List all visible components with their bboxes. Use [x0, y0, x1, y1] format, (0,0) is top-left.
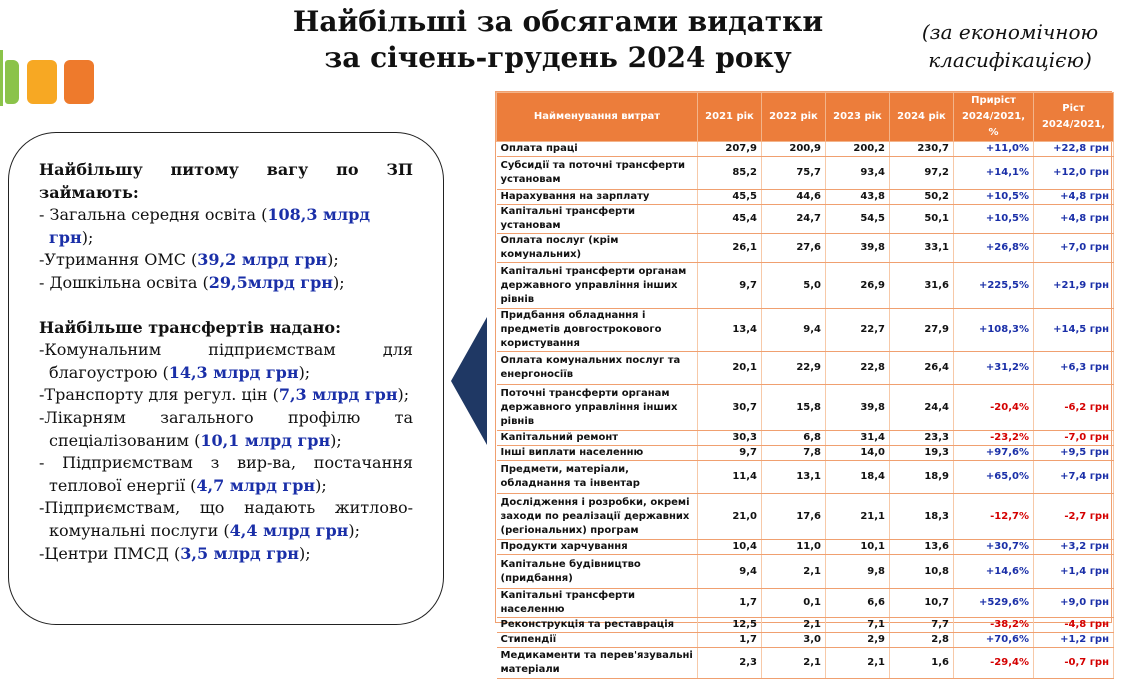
list-item	[39, 204, 413, 249]
list-item	[39, 272, 413, 295]
cell-2021: 9,4	[698, 555, 762, 589]
expenses-table-container	[495, 91, 1112, 675]
cell-2021: 2,3	[698, 648, 762, 679]
list-item-value: 4,7 млрд грн	[196, 475, 316, 495]
cell-growth-pct: +65,0%	[954, 461, 1034, 494]
list-item-text: - Підприємствам з вир-ва, постачання теплової енергії (	[39, 453, 413, 495]
cell-2024: 50,2	[890, 190, 954, 205]
cell-growth-pct: -38,2%	[954, 618, 1034, 633]
cell-growth-pct: -20,4%	[954, 385, 1034, 431]
cell-2023: 2,9	[826, 633, 890, 648]
cell-growth-pct: +10,5%	[954, 190, 1034, 205]
cell-2023: 26,9	[826, 263, 890, 309]
table-row	[497, 461, 1114, 494]
list-item-text: -Лікарням загального профілю та спеціалізованим (	[39, 407, 413, 450]
table-row	[497, 157, 1114, 190]
list-item-suffix: );	[315, 475, 327, 495]
cell-2021: 30,3	[698, 431, 762, 446]
table-row	[497, 385, 1114, 431]
cell-name: Оплата праці	[497, 142, 698, 157]
cell-2021: 85,2	[698, 157, 762, 190]
cell-name: Капітальне будівництво (придбання)	[497, 555, 698, 589]
cell-2023: 21,1	[826, 494, 890, 540]
table-row	[497, 589, 1114, 618]
list-item	[39, 497, 413, 542]
cell-2024: 18,3	[890, 494, 954, 540]
list-item-suffix: );	[333, 272, 345, 292]
cell-name: Дослідження і розробки, окремі заходи по реалізації державних (регіональних) програм	[497, 494, 698, 540]
cell-growth-pct: +108,3%	[954, 309, 1034, 352]
col-header-growth-pct	[954, 93, 1034, 142]
cell-2023: 31,4	[826, 431, 890, 446]
cell-2021: 12,5	[698, 618, 762, 633]
cell-2024: 7,7	[890, 618, 954, 633]
cell-2021: 207,9	[698, 142, 762, 157]
cell-2024: 1,6	[890, 648, 954, 679]
cell-growth-abs: +9,5 грн	[1034, 446, 1114, 461]
cell-growth-abs: +4,8 грн	[1034, 190, 1114, 205]
cell-growth-pct: +529,6%	[954, 589, 1034, 618]
cell-2024: 230,7	[890, 142, 954, 157]
list-item-suffix: );	[348, 520, 361, 540]
cell-2023: 6,6	[826, 589, 890, 618]
cell-2022: 11,0	[762, 540, 826, 555]
table-row	[497, 431, 1114, 446]
cell-name: Капітальні трансферти органам державного управління інших рівнів	[497, 263, 698, 309]
summary-textbox	[8, 132, 444, 625]
page-title-line2: за січень-грудень 2024 року	[324, 41, 792, 74]
cell-2024: 13,6	[890, 540, 954, 555]
cell-growth-pct: -29,4%	[954, 648, 1034, 679]
cell-2022: 2,1	[762, 618, 826, 633]
cell-name: Реконструкція та реставрація	[497, 618, 698, 633]
cell-growth-abs: -7,0 грн	[1034, 431, 1114, 446]
cell-2022: 7,8	[762, 446, 826, 461]
cell-growth-abs: -4,8 грн	[1034, 618, 1114, 633]
cell-2021: 9,7	[698, 263, 762, 309]
cell-growth-abs: -2,7 грн	[1034, 494, 1114, 540]
list-item-value: 39,2 млрд грн	[197, 250, 328, 270]
cell-growth-pct: -12,7%	[954, 494, 1034, 540]
cell-2024: 24,4	[890, 385, 954, 431]
col-header-growth-abs-line1: Ріст	[1062, 103, 1085, 114]
table-row	[497, 648, 1114, 679]
list-item	[39, 249, 413, 272]
table-row	[497, 352, 1114, 385]
table-header-row	[497, 93, 1114, 142]
list-item-text: -Підприємствам, що надають житлово-комунальні послуги (	[39, 498, 413, 540]
cell-2023: 200,2	[826, 142, 890, 157]
logo-square-orange	[64, 60, 94, 104]
cell-name: Інші виплати населенню	[497, 446, 698, 461]
table-row	[497, 555, 1114, 589]
cell-2022: 2,1	[762, 648, 826, 679]
cell-2023: 10,1	[826, 540, 890, 555]
table-row	[497, 309, 1114, 352]
cell-name: Капітальні трансферти населенню	[497, 589, 698, 618]
cell-2022: 200,9	[762, 142, 826, 157]
cell-name: Медикаменти та перев'язувальні матеріали	[497, 648, 698, 679]
transfers-list	[39, 339, 413, 565]
col-header-growth-abs-line2: 2024/2021,	[1041, 119, 1106, 130]
cell-name: Нарахування на зарплату	[497, 190, 698, 205]
cell-2023: 14,0	[826, 446, 890, 461]
cell-2024: 97,2	[890, 157, 954, 190]
list-item-value: 14,3 млрд грн	[168, 362, 299, 382]
accent-bar	[0, 50, 3, 106]
list-item	[39, 543, 413, 566]
table-row	[497, 263, 1114, 309]
cell-2022: 6,8	[762, 431, 826, 446]
cell-growth-abs: +1,2 грн	[1034, 633, 1114, 648]
cell-2021: 45,4	[698, 205, 762, 234]
cell-2021: 20,1	[698, 352, 762, 385]
table-row	[497, 494, 1114, 540]
list-item-text: -Транспорту для регул. цін (	[39, 385, 279, 405]
cell-name: Придбання обладнання і предметів довгострокового користування	[497, 309, 698, 352]
cell-2023: 93,4	[826, 157, 890, 190]
cell-growth-abs: +7,4 грн	[1034, 461, 1114, 494]
zp-list	[39, 204, 413, 294]
list-item-suffix: );	[330, 430, 342, 450]
cell-2023: 2,1	[826, 648, 890, 679]
list-item-suffix: );	[298, 543, 311, 563]
cell-2023: 22,8	[826, 352, 890, 385]
cell-2023: 22,7	[826, 309, 890, 352]
table-row	[497, 618, 1114, 633]
cell-growth-abs: -0,7 грн	[1034, 648, 1114, 679]
list-item	[39, 407, 413, 452]
col-header-growth-pct-line1: Приріст	[971, 95, 1016, 106]
cell-2022: 9,4	[762, 309, 826, 352]
cell-growth-abs: +7,0 грн	[1034, 234, 1114, 263]
col-header-2022: 2022 рік	[762, 93, 826, 142]
table-row	[497, 633, 1114, 648]
list-item-value: 7,3 млрд грн	[278, 385, 398, 405]
cell-growth-pct: +26,8%	[954, 234, 1034, 263]
page-title-line1: Найбільші за обсягами видатки	[292, 5, 824, 38]
list-item	[39, 384, 413, 407]
cell-2024: 10,8	[890, 555, 954, 589]
cell-2022: 24,7	[762, 205, 826, 234]
cell-growth-pct: +10,5%	[954, 205, 1034, 234]
list-item-suffix: );	[81, 227, 94, 247]
list-item-value: 10,1 млрд грн	[200, 430, 331, 450]
cell-growth-abs: -6,2 грн	[1034, 385, 1114, 431]
table-row	[497, 234, 1114, 263]
cell-2023: 54,5	[826, 205, 890, 234]
cell-2022: 15,8	[762, 385, 826, 431]
cell-name: Капітальний ремонт	[497, 431, 698, 446]
cell-name: Продукти харчування	[497, 540, 698, 555]
cell-growth-abs: +9,0 грн	[1034, 589, 1114, 618]
cell-2024: 50,1	[890, 205, 954, 234]
cell-growth-pct: +70,6%	[954, 633, 1034, 648]
cell-growth-abs: +22,8 грн	[1034, 142, 1114, 157]
cell-growth-pct: +14,1%	[954, 157, 1034, 190]
list-item-suffix: );	[397, 385, 410, 405]
list-item	[39, 339, 413, 384]
transfers-heading: Найбільше трансфертів надано:	[39, 317, 341, 337]
table-row	[497, 540, 1114, 555]
cell-2022: 13,1	[762, 461, 826, 494]
col-header-2021: 2021 рік	[698, 93, 762, 142]
cell-growth-abs: +1,4 грн	[1034, 555, 1114, 589]
cell-growth-pct: -23,2%	[954, 431, 1034, 446]
cell-2024: 26,4	[890, 352, 954, 385]
logo-square-yellow	[27, 60, 57, 104]
page-title	[268, 4, 848, 76]
list-item-suffix: );	[298, 362, 311, 382]
cell-2024: 23,3	[890, 431, 954, 446]
cell-name: Стипендії	[497, 633, 698, 648]
cell-name: Предмети, матеріали, обладнання та інвентар	[497, 461, 698, 494]
cell-2021: 10,4	[698, 540, 762, 555]
cell-2021: 1,7	[698, 589, 762, 618]
table-row	[497, 190, 1114, 205]
cell-2022: 17,6	[762, 494, 826, 540]
cell-name: Оплата комунальних послуг та енергоносіїв	[497, 352, 698, 385]
cell-2024: 2,8	[890, 633, 954, 648]
cell-2021: 1,7	[698, 633, 762, 648]
cell-name: Оплата послуг (крім комунальних)	[497, 234, 698, 263]
list-item-value: 4,4 млрд грн	[229, 520, 349, 540]
cell-2023: 18,4	[826, 461, 890, 494]
cell-2023: 43,8	[826, 190, 890, 205]
cell-growth-pct: +97,6%	[954, 446, 1034, 461]
page-subtitle	[895, 18, 1125, 74]
list-item-value: 108,3 млрд грн	[49, 205, 371, 247]
arrow-left-icon	[451, 317, 487, 445]
list-item-suffix: );	[327, 250, 339, 270]
cell-2024: 27,9	[890, 309, 954, 352]
cell-growth-abs: +12,0 грн	[1034, 157, 1114, 190]
cell-2021: 26,1	[698, 234, 762, 263]
cell-name: Поточні трансферти органам державного управління інших рівнів	[497, 385, 698, 431]
cell-2024: 33,1	[890, 234, 954, 263]
cell-2024: 19,3	[890, 446, 954, 461]
table-row	[497, 446, 1114, 461]
page-subtitle-line1: (за економічною	[921, 20, 1099, 44]
col-header-2024: 2024 рік	[890, 93, 954, 142]
spacer	[39, 295, 413, 317]
cell-2021: 21,0	[698, 494, 762, 540]
list-item-text: -Центри ПМСД (	[39, 543, 181, 563]
list-item-text: - Загальна середня освіта (	[39, 205, 268, 225]
table-row	[497, 142, 1114, 157]
cell-2024: 10,7	[890, 589, 954, 618]
cell-2021: 45,5	[698, 190, 762, 205]
cell-2023: 7,1	[826, 618, 890, 633]
col-header-growth-pct-line2: 2024/2021, %	[961, 111, 1026, 138]
cell-growth-pct: +14,6%	[954, 555, 1034, 589]
cell-growth-pct: +31,2%	[954, 352, 1034, 385]
list-item-text: -Утримання ОМС (	[39, 250, 198, 270]
list-item-value: 3,5 млрд грн	[180, 543, 299, 563]
col-header-name: Найменування витрат	[497, 93, 698, 142]
cell-2022: 75,7	[762, 157, 826, 190]
cell-name: Субсидії та поточні трансферти установам	[497, 157, 698, 190]
cell-growth-pct: +225,5%	[954, 263, 1034, 309]
col-header-growth-abs	[1034, 93, 1114, 142]
cell-2022: 27,6	[762, 234, 826, 263]
cell-2024: 31,6	[890, 263, 954, 309]
cell-2022: 5,0	[762, 263, 826, 309]
cell-2024: 18,9	[890, 461, 954, 494]
list-item-value: 29,5млрд грн	[208, 272, 334, 292]
list-item	[39, 452, 413, 497]
cell-2021: 9,7	[698, 446, 762, 461]
cell-growth-abs: +21,9 грн	[1034, 263, 1114, 309]
cell-2021: 11,4	[698, 461, 762, 494]
cell-growth-abs: +14,5 грн	[1034, 309, 1114, 352]
logo-square-green	[5, 60, 19, 104]
cell-growth-abs: +4,8 грн	[1034, 205, 1114, 234]
cell-2022: 22,9	[762, 352, 826, 385]
cell-growth-pct: +30,7%	[954, 540, 1034, 555]
cell-2021: 30,7	[698, 385, 762, 431]
cell-name: Капітальні трансферти установам	[497, 205, 698, 234]
cell-2023: 39,8	[826, 385, 890, 431]
expenses-table	[496, 92, 1114, 679]
cell-growth-abs: +6,3 грн	[1034, 352, 1114, 385]
zp-heading: Найбільшу питому вагу по ЗП займають:	[39, 160, 413, 202]
cell-growth-pct: +11,0%	[954, 142, 1034, 157]
cell-growth-abs: +3,2 грн	[1034, 540, 1114, 555]
list-item-text: -Комунальним підприємствам для благоустрою (	[39, 340, 413, 382]
page-subtitle-line2: класифікацією)	[928, 48, 1092, 72]
cell-2022: 0,1	[762, 589, 826, 618]
cell-2022: 3,0	[762, 633, 826, 648]
cell-2022: 2,1	[762, 555, 826, 589]
cell-2021: 13,4	[698, 309, 762, 352]
table-row	[497, 205, 1114, 234]
list-item-text: - Дошкільна освіта (	[39, 272, 209, 292]
cell-2022: 44,6	[762, 190, 826, 205]
cell-2023: 39,8	[826, 234, 890, 263]
col-header-2023: 2023 рік	[826, 93, 890, 142]
cell-2023: 9,8	[826, 555, 890, 589]
